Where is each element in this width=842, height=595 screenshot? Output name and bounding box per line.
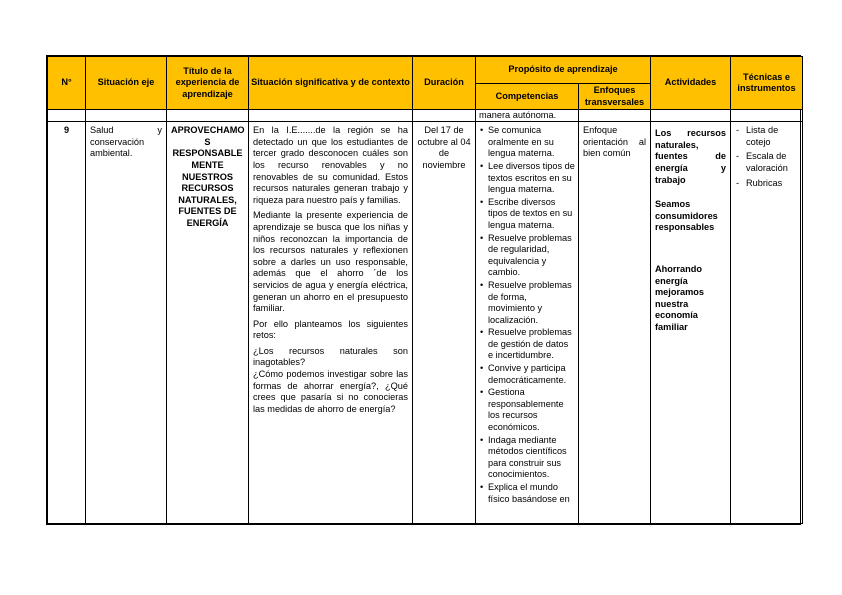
list-item: - Rubricas	[746, 178, 798, 190]
list-item: • Resuelve problemas de regularidad, equivalencia y cambio.	[488, 233, 575, 279]
titulo-line: MENTE	[191, 159, 224, 170]
header-proposito: Propósito de aprendizaje	[476, 57, 651, 84]
actividades-cell	[651, 122, 731, 524]
enfoques-cell: Enfoque orientación al bien común	[579, 122, 651, 524]
row-number: 9	[48, 122, 86, 524]
tecnicas-list	[735, 125, 798, 189]
header-number: N°	[48, 57, 86, 110]
header-duracion: Duración	[413, 57, 476, 110]
competencias-carry-over: manera autónoma.	[476, 110, 579, 122]
header-situacion-eje: Situación eje	[86, 57, 167, 110]
competencias-list	[479, 125, 575, 505]
situacion-paragraph: ¿Cómo podemos investigar sobre las formas de ahorrar energía?, ¿Qué crees que pasaría si no conocieras las medidas de ahorro de energía?	[253, 369, 408, 414]
planning-table	[46, 55, 801, 525]
titulo-line: NATURALES,	[178, 194, 237, 205]
table-row	[48, 122, 803, 524]
tecnicas-cell	[731, 122, 803, 524]
competencias-cell	[476, 122, 579, 524]
situacion-paragraph: ¿Los recursos naturales son inagotables?	[253, 345, 408, 368]
list-item: • Indaga mediante métodos científicos para construir sus conocimientos.	[488, 435, 575, 481]
situacion-eje-cell: Salud y conservación ambiental.	[86, 122, 167, 524]
list-item: • Lee diversos tipos de textos escritos en su lengua materna.	[488, 161, 575, 196]
situacion-significativa-cell	[249, 122, 413, 524]
actividad-item: Los recursos naturales, fuentes de energía y trabajo	[655, 128, 726, 185]
situacion-paragraph: En la I.E.......de la región se ha detectado un que los estudiantes de tercer grado desconocen cuáles son los recurso renovables y no renovables de su comunidad. Estos recursos naturales generan trabajo y riqueza para nuestro país y familias.	[253, 125, 408, 205]
header-competencias: Competencias	[476, 84, 579, 110]
list-item: • Explica el mundo físico basándose en	[488, 482, 575, 505]
actividad-item: Seamos consumidores responsables	[655, 199, 718, 233]
titulo-line: NUESTROS	[181, 171, 234, 182]
titulo-line: APROVECHAMO	[171, 125, 245, 136]
list-item: - Escala de valoración	[746, 151, 798, 174]
situacion-paragraph: Mediante la presente experiencia de aprendizaje se busca que los niñas y niños reconozcan la importancia de los recursos naturales y reflexionen sobre a darles un uso responsable, además que el ahorro ´de los servicios de agua y energía eléctrica, generan un ahorro en el presupuesto familiar.	[253, 210, 408, 314]
titulo-line: FUENTES DE	[178, 206, 237, 217]
titulo-line: ENERGÍA	[186, 217, 229, 228]
list-item: • Convive y participa democráticamente.	[488, 363, 575, 386]
list-item: - Lista de cotejo	[746, 125, 798, 148]
titulo-line: RECURSOS	[181, 183, 234, 194]
list-item: • Se comunica oralmente en su lengua materna.	[488, 125, 575, 160]
duracion-cell: Del 17 de octubre al 04 de noviembre	[413, 122, 476, 524]
titulo-line: S	[204, 136, 211, 147]
list-item: • Gestiona responsablemente los recursos económicos.	[488, 387, 575, 433]
titulo-cell	[167, 122, 249, 524]
header-actividades: Actividades	[651, 57, 731, 110]
situacion-paragraph: Por ello planteamos los siguientes retos:	[253, 318, 408, 341]
header-situacion-significativa: Situación significativa y de contexto	[249, 57, 413, 110]
list-item: • Resuelve problemas de forma, movimiento y localización.	[488, 280, 575, 326]
header-titulo: Título de la experiencia de aprendizaje	[167, 57, 249, 110]
header-tecnicas: Técnicas e instrumentos	[731, 57, 803, 110]
list-item: • Escribe diversos tipos de textos en su lengua materna.	[488, 197, 575, 232]
actividad-item: Ahorrando energía mejoramos nuestra economía familiar	[655, 263, 705, 332]
titulo-line: RESPONSABLE	[172, 148, 243, 159]
header-enfoques: Enfoques transversales	[579, 84, 651, 110]
list-item: • Resuelve problemas de gestión de datos e incertidumbre.	[488, 327, 575, 362]
